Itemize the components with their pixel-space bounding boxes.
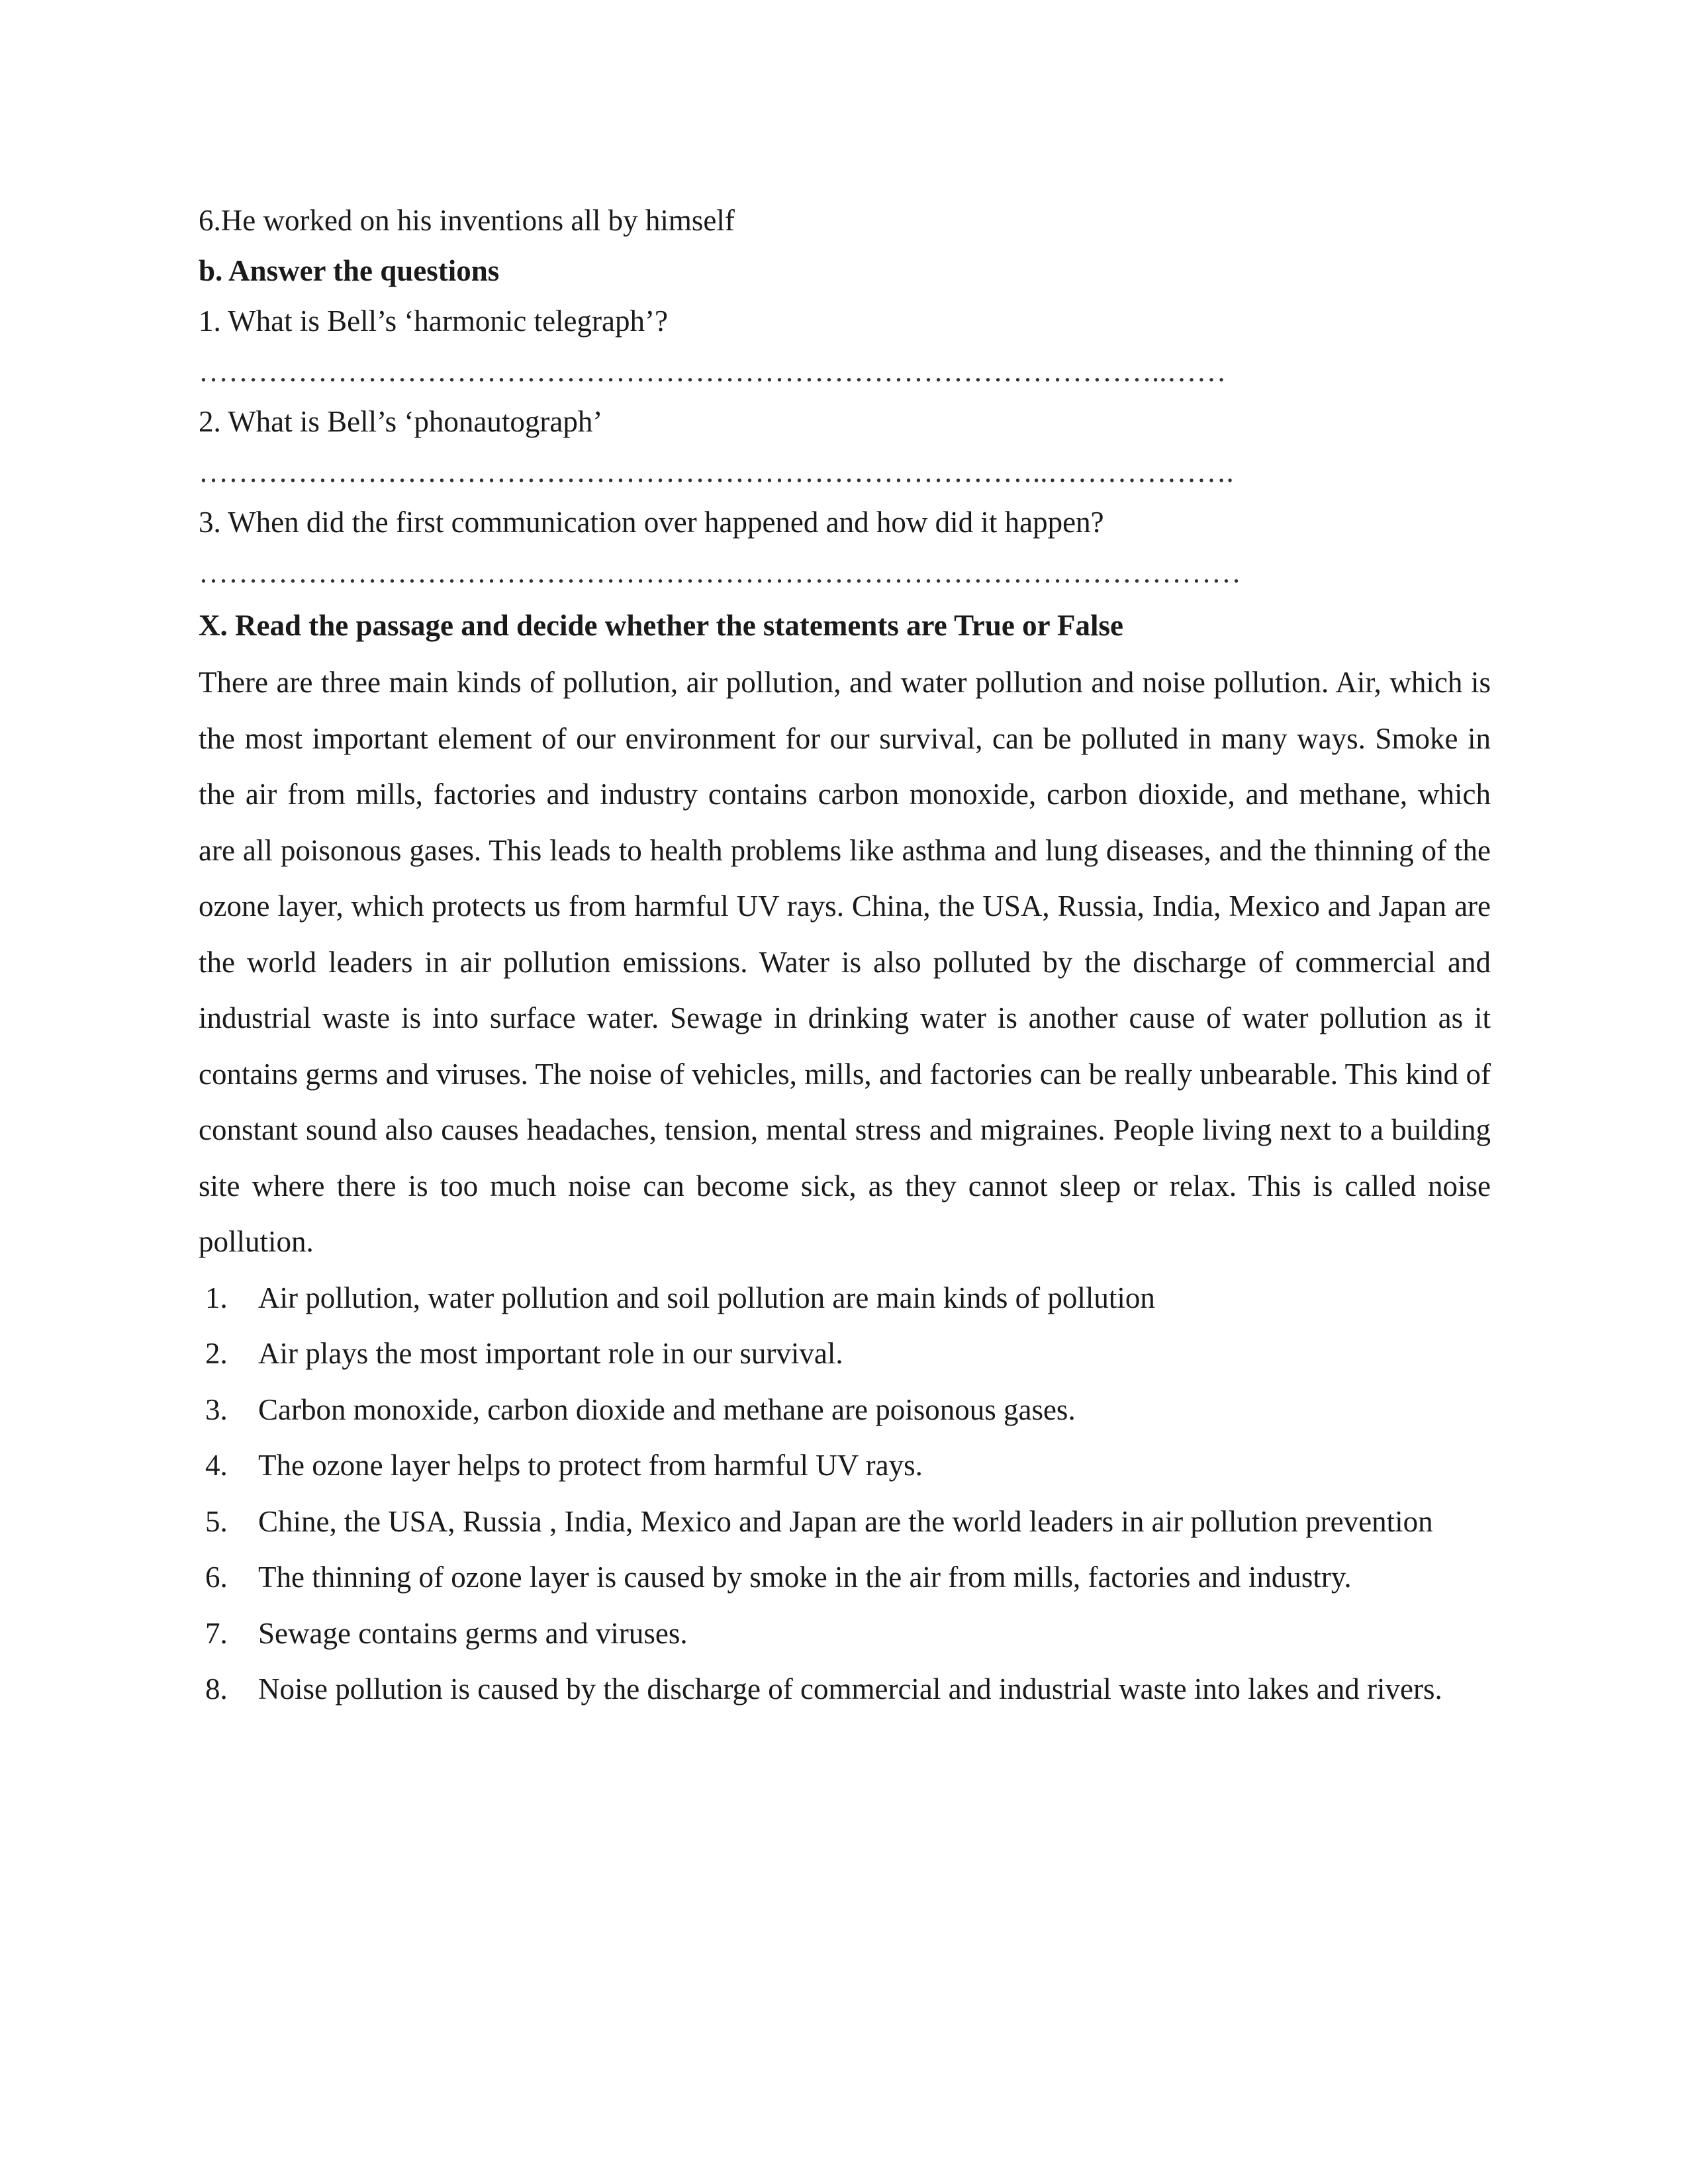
list-item-number: 5. (205, 1504, 228, 1538)
list-item (199, 1437, 1491, 1494)
list-item-text: Sewage contains germs and viruses. (258, 1616, 688, 1650)
list-item-number: 3. (205, 1392, 228, 1426)
list-item-number: 6. (205, 1561, 228, 1594)
list-item-number: 1. (205, 1281, 228, 1314)
list-item (199, 1549, 1491, 1606)
list-item-number: 2. (205, 1337, 228, 1370)
list-item-number: 4. (205, 1449, 228, 1482)
answer-line-3: …………………………………………………………………………………………… (199, 556, 1241, 589)
list-item-text: Noise pollution is caused by the discharge of commercial and industrial waste into lakes and rivers. (258, 1672, 1442, 1706)
question-2: 2. What is Bell’s ‘phonautograph’ (199, 405, 603, 438)
pollution-passage: There are three main kinds of pollution, air pollution, and water pollution and noise pollution. Air, which is the most important element of our environment for our survival, can be polluted in many ways. Smoke in the air from mills, factories and industry contains carbon monoxide, carbon dioxide, and methane, which are all poisonous gases. This leads to health problems like asthma and lung diseases, and the thinning of the ozone layer, which protects us from harmful UV rays. China, the USA, Russia, India, Mexico and Japan are the world leaders in air pollution emissions. Water is also polluted by the discharge of commercial and industrial waste is into surface water. Sewage in drinking water is another cause of water pollution as it contains germs and viruses. The noise of vehicles, mills, and factories can be really unbearable. This kind of constant sound also causes headaches, tension, mental stress and migraines. People living next to a building site where there is too much noise can become sick, as they cannot sleep or relax. This is called noise pollution. (199, 666, 1491, 1258)
section-x-heading: X. Read the passage and decide whether the statements are True or False (199, 609, 1123, 642)
list-item-number: 8. (205, 1672, 228, 1706)
list-item-text: The ozone layer helps to protect from harmful UV rays. (258, 1449, 923, 1482)
list-item (199, 1494, 1491, 1550)
statement-list (199, 1270, 1491, 1717)
answer-line-1: ……………………………………………………………………………………..…… (199, 355, 1227, 388)
list-item-text: Air plays the most important role in our survival. (258, 1337, 843, 1370)
question-1: 1. What is Bell’s ‘harmonic telegraph’? (199, 304, 668, 338)
statement-6: 6.He worked on his inventions all by himself (199, 204, 735, 237)
list-item-text: Air pollution, water pollution and soil pollution are main kinds of pollution (258, 1281, 1155, 1314)
list-item-text: Carbon monoxide, carbon dioxide and methane are poisonous gases. (258, 1392, 1076, 1426)
list-item (199, 1270, 1491, 1326)
list-item (199, 1326, 1491, 1382)
list-item-text: Chine, the USA, Russia , India, Mexico and Japan are the world leaders in air pollution prevention (258, 1504, 1433, 1538)
worksheet-page (199, 195, 1491, 1717)
section-b-heading: b. Answer the questions (199, 254, 500, 287)
list-item (199, 1606, 1491, 1662)
list-item-text: The thinning of ozone layer is caused by smoke in the air from mills, factories and industry. (258, 1561, 1352, 1594)
list-item-number: 7. (205, 1616, 228, 1650)
answer-line-2: …………………………………………………………………………..………………. (199, 455, 1234, 488)
list-item (199, 1382, 1491, 1438)
list-item (199, 1661, 1491, 1717)
question-3: 3. When did the first communication over happened and how did it happen? (199, 506, 1104, 539)
